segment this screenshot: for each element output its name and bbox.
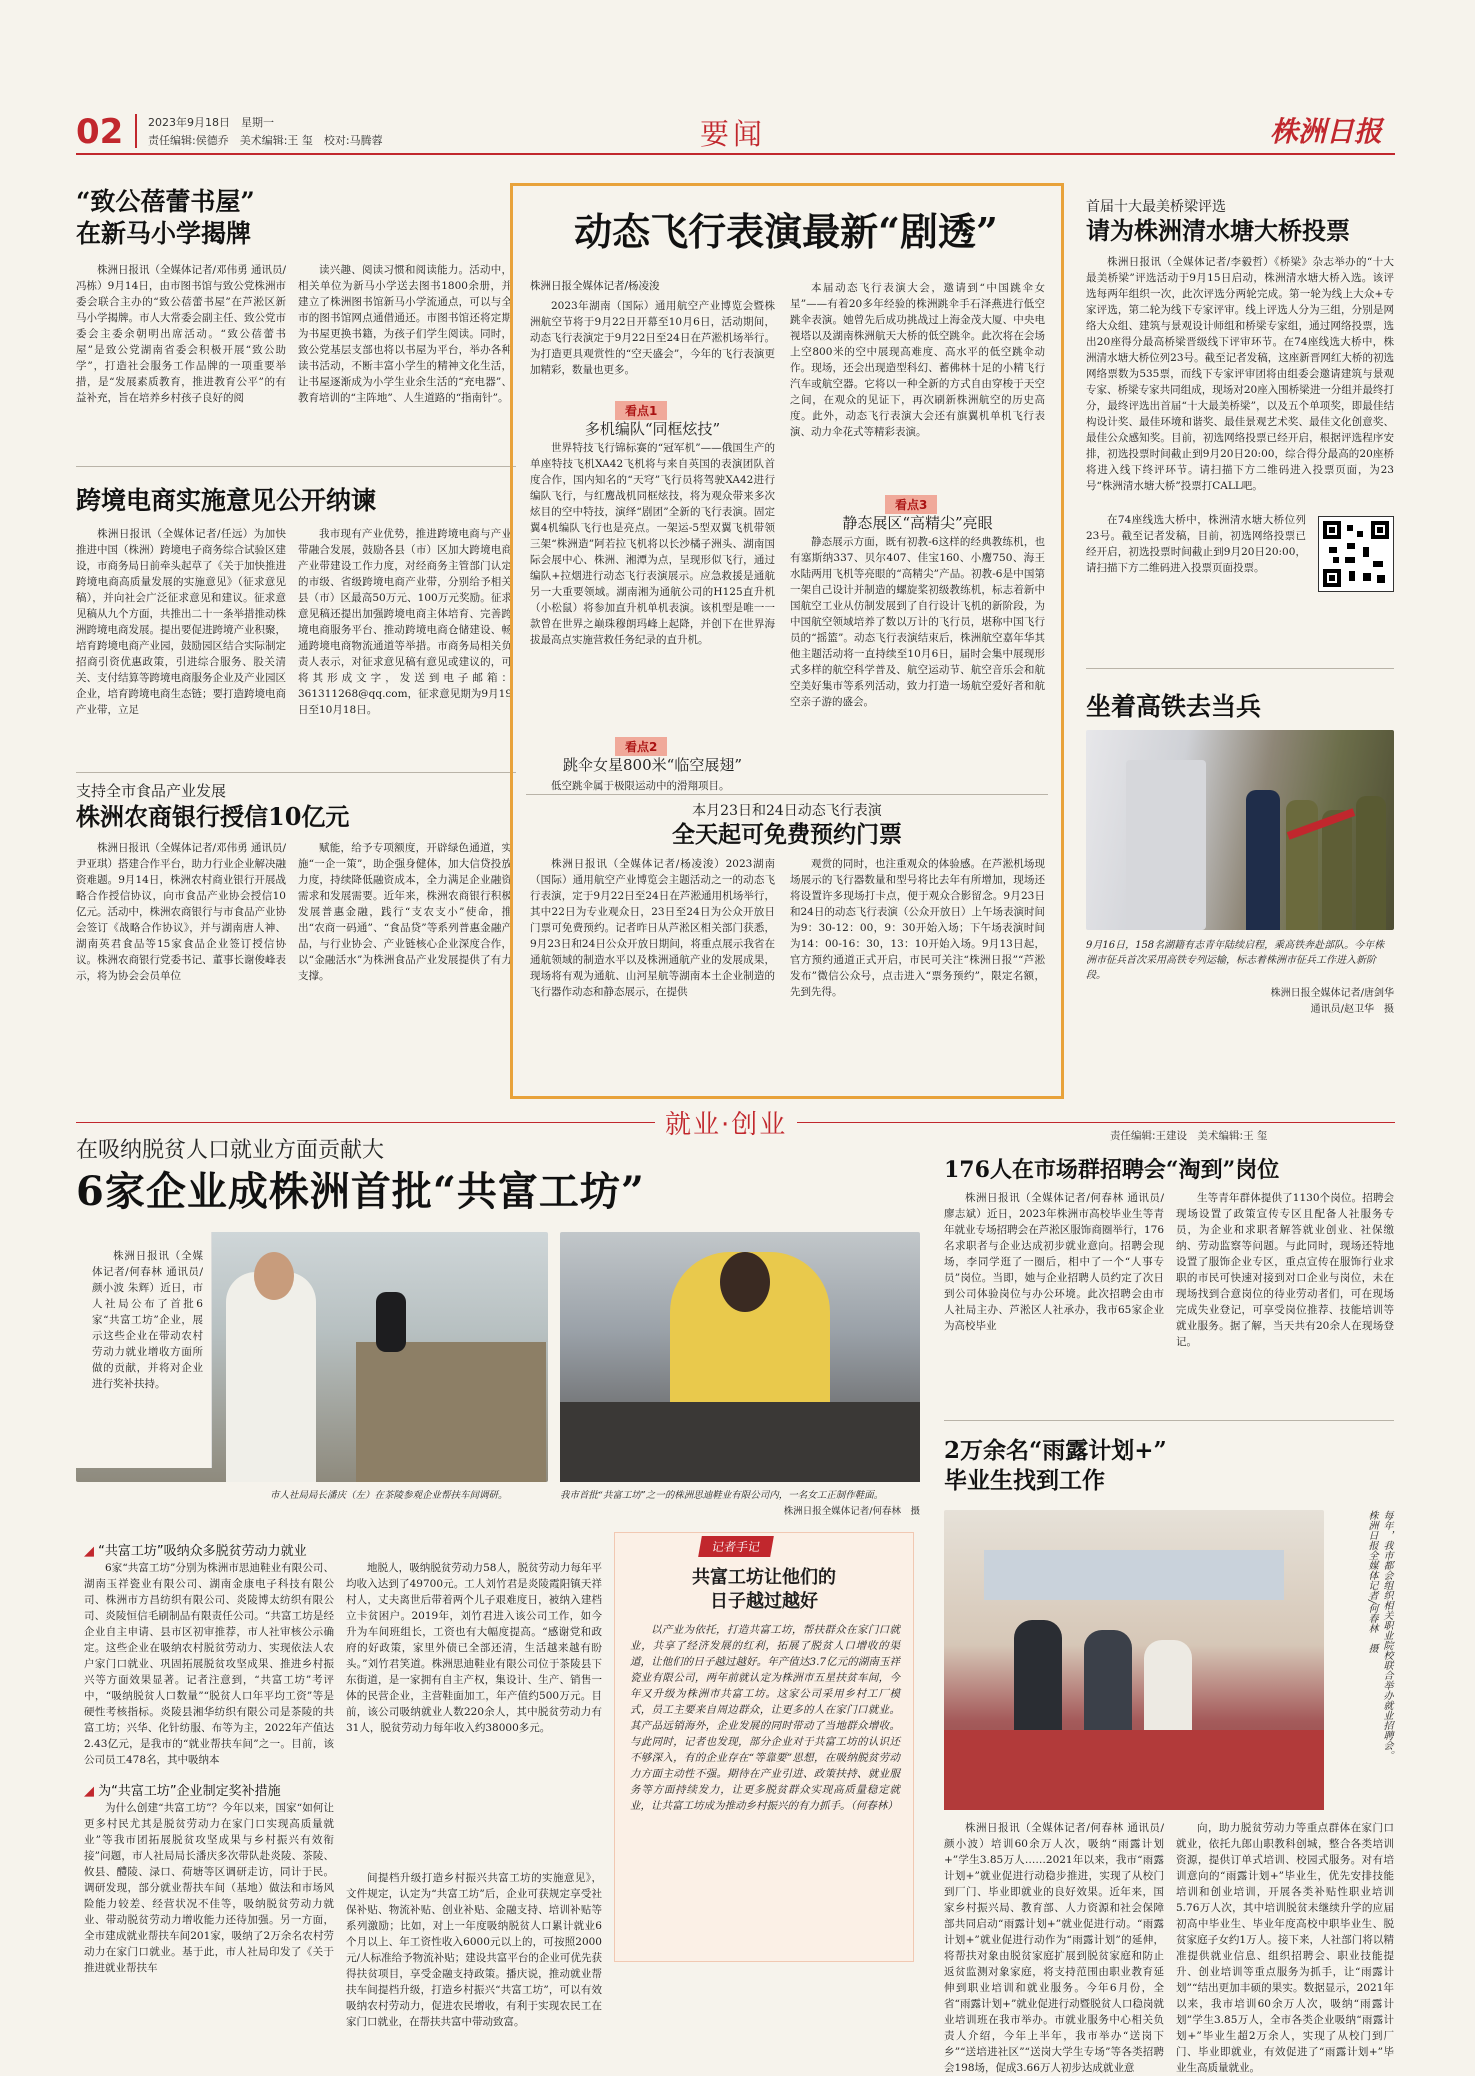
gf-caption-2: 我市首批“共富工坊”之一的株洲思迪鞋业有限公司内，一名女工正制作鞋面。: [560, 1490, 884, 1501]
logo: 株洲日报: [1270, 115, 1383, 148]
rail-photo: [1086, 730, 1394, 930]
rule-a2: [76, 772, 516, 773]
feature-title: 动态飞行表演最新“剧透”: [574, 209, 998, 254]
a3-title: 株洲农商银行授信10亿元: [76, 802, 350, 831]
a1-col2: 读兴趣、阅读习惯和阅读能力。活动中，相关单位为新马小学送去图书1800余册，并建立了株洲图书馆新马小学流通点，可以与全市的图书馆网点通借通还。市图书馆还将定期为书屋更换书籍，为孩子们学生阅读。同时，致公党基层支部也将以书屋为平台，举办各种读书活动，不断丰富小学生的精神文化生活，让书屋逐渐成为小学生业余生活的“充电器”、教育培训的“主阵地”、人生道路的“指南针”。: [298, 264, 512, 404]
feature-byline: 株洲日报全媒体记者/杨凌浚: [530, 280, 660, 292]
rule-jobfair: [944, 1420, 1394, 1421]
yulu-title: 2万余名“雨露计划+” 毕业生找到工作: [944, 1437, 1167, 1494]
gf-kicker: 在吸纳脱贫人口就业方面贡献大: [76, 1138, 385, 1163]
a1-col1: 株洲日报讯（全媒体记者/邓伟勇 通讯员/冯栋）9月14日，由市图书馆与致公党株洲市委会联合主办的“致公蓓蕾书屋”在芦淞区新马小学揭牌。市人大常委会副主任、致公党市委会主委余朝明出席活动。“致公蓓蕾书屋”是致公党湖南省委会积极开展“致公助学”，打造社会服务工作品牌的一项重要举措，是“发展素质教育，推进教育公平”的有益补充，旨在培养乡村孩子良好的阅: [76, 264, 286, 404]
a3-kicker: 支持全市食品产业发展: [76, 782, 227, 800]
gf-caption-1: 市人社局局长潘庆（左）在茶陵参观企业帮扶车间调研。: [270, 1490, 508, 1501]
a2-col1: 株洲日报讯（全媒体记者/任远）为加快推进中国（株洲）跨境电子商务综合试验区建设，市商务局日前牵头起草了《关于加快推进跨境电商高质量发展的实施意见》（征求意见稿），并向社会广泛征求意见和建议。征求意见稿从九个方面，共推出二十一条举措推动株洲跨境电商发展。提出要促进跨境产业积聚，培育跨境电商产业园，鼓励园区结合实际制定招商引资优惠政策，引进综合服务、股关清关、支付结算等跨境电商服务企业及产业园区企业，培育跨境电商生态链；要打造跨境电商产业带，立足: [76, 528, 286, 716]
header-divider-bar: [135, 114, 137, 148]
gf-sub-2: ◢ 为“共富工坊”企业制定奖补措施: [84, 1784, 281, 1799]
qr-code-icon: [1323, 521, 1389, 587]
gf-lead-box: [76, 1232, 212, 1468]
rail-caption: 9月16日，158名湖籍有志青年陆续启程，乘高铁奔赴部队。今年株洲市征兵首次采用高铁专列运输，标志着株洲市征兵工作进入新阶段。: [1086, 940, 1385, 981]
sub-1: 多机编队“同框炫技”: [584, 420, 721, 438]
feature-p3: 静态展示方面，既有初教-6这样的经典教练机，也有塞斯纳337、贝尔407、佳宝160、小鹰750、海王水陆两用飞机等亮眼的“高精尖”产品。初教-6是中国第一架自己设计并制造的螺旋桨初级教练机，标志着新中国航空工业从仿制发展到了自行设计飞机的新阶段，为中国航空领域培养了数以万计的飞行员，堪称中国飞行员的“摇篮”。动态飞行表演结束后，株洲航空嘉年华其他主题活动将一直持续至10月6日，届时会集中展现形式多样的航空科学普及、航空运动节、航空音乐会和航空美好集市等系列活动，致力打造一场航空爱好者和航空亲子游的盛会。: [790, 536, 1045, 708]
note-label: 记者手记: [698, 1536, 774, 1557]
header-date: 2023年9月18日 星期一: [148, 116, 274, 129]
section2-label: 就业·创业: [655, 1104, 797, 1141]
tag-2: 看点2: [615, 736, 667, 756]
rail-credit-1: 株洲日报全媒体记者/唐剑华: [1270, 988, 1394, 999]
bridge-body-more: 在74座线选大桥中，株洲清水塘大桥位列23号。截至记者发稿，目前，初选网络投票已经开启，初选投票时间截止到9月20日20:00，请扫描下方二维码进入投票页面投票。: [1086, 514, 1306, 574]
section2-editors: 责任编辑:王建设 美术编辑:王 玺: [1110, 1130, 1268, 1142]
feature-p1: 世界特技飞行锦标赛的“冠军机”——俄国生产的单座特技飞机XA42飞机将与来自英国的表演团队首度合作，国内知名的“天穹”飞行员将驾驶XA42进行编队飞行，与红鹰战机同框炫技，将为观众带来多次炫目的空中特技，演绎“剧团”全新的飞行表演。固定翼4机编队飞行也是亮点。一架运-5型双翼飞机带领三架“株洲造”阿若拉飞机将以长沙橘子洲头、湖南国际会展中心、株洲、湘潭为点，呈现形似飞行，通过编队+拉烟进行动态飞行表演展示。应急救援是通航另一大重要领域。湖南湘为通航公司的H125直升机（小松鼠）将参加直升机单机表演。该机型是唯一一款曾在世界之巅珠穆朗玛峰上起降，并创下在世界海拔最高点实施营救任务纪录的直升机。: [530, 442, 775, 646]
a2-col2: 我市现有产业优势，推进跨境电商与产业带融合发展，鼓励各县（市）区加大跨境电商产业带建设工作力度，对经商务主管部门认定的市级、省级跨境电商产业带，分别给予相关县（市）区最高50万元、100万元奖励。征求意见稿还提出加强跨境电商主体培育、完善跨境电商服务平台、推动跨境电商仓储建设、畅通跨境电商物流通道等举措。市商务局相关负责人表示，对征求意见稿有意见或建议的，可将其形成文字，发送到电子邮箱：361311268@qq.com，征求意见期为9月19日至10月18日。: [298, 528, 512, 716]
a2-title: 跨境电商实施意见公开纳谏: [76, 486, 377, 515]
feat2-col1: 株洲日报讯（全媒体记者/杨凌浚）2023湖南（国际）通用航空产业博览会主题活动之一的动态飞行表演，定于9月22日至24日在芦淞通用机场举行，其中22日为专业观众日，23日至24日为公众开放日门票可免费预约。记者昨日从芦淞区相关部门获悉，9月23日和24日公众开放日期间，将重点展示我省在通航领域的制造水平以及株洲通航产业的发展成果，现场将有观为通航、山河星航等湖南本土企业制造的飞行器作动态和静态展示，在提供: [530, 858, 775, 998]
gf-photo-2: [560, 1232, 920, 1482]
section-title: 要闻: [700, 117, 767, 151]
rule-a1: [76, 466, 516, 467]
gf-s2-col1: 为什么创建“共富工坊”？今年以来，国家“如何让更多村民尤其是脱贫劳动力在家门口实现高质量就业”等我市团拓展脱贫攻坚成果与乡村振兴有效衔接”问题，市人社局局长潘庆多次带队赴炎陵、茶陵、攸县、醴陵、渌口、荷塘等区调研走访，同计于民。调研发现，部分就业帮扶车间（基地）做法和市场风险能力较差、经营状况不佳等，吸纳脱贫劳动力就业、带动脱贫劳动力增收能力还待加强。另一方面，全市建成就业帮扶车间201家，吸纳了2万余名农村劳动力在家门口就业。基于此，市人社局印发了《关于推进就业帮扶车: [84, 1802, 334, 1974]
note-body: 以产业为依托，打造共富工坊，帮扶群众在家门口就业，共享了经济发展的红利，拓展了脱贫人口增收的渠道，让他们的日子越过越好。年产值达3.7亿元的湖南玉祥瓷业有限公司，两年前就认定为株洲市五星扶贫车间，今年又升级为株洲市共富工坊。这家公司采用乡村工厂模式，员工主要来自周边群众，让更多的人在家门口就业。其产品远销海外，企业发展的同时带动了当地群众增收。与此同时，记者也发现，部分企业对于共富工坊的认识还不够深入，有的企业存在“等靠要”思想，在吸纳脱贫劳动力方面主动性不强。期待在产业引进、政策扶持、就业服务等方面持续发力，让更多脱贫群众实现高质量稳定就业，让共富工坊成为推动乡村振兴的有力抓手。（何春林）: [630, 1624, 900, 1812]
jobfair-title: 176人在市场群招聘会“淘到”岗位: [944, 1157, 1280, 1183]
gf-s1-col1: 6家“共富工坊”分别为株洲市思迪鞋业有限公司、湖南玉祥瓷业有限公司、湖南金康电子科技有限公司、株洲市方昌纺织有限公司、炎陵博太纺织有限公司、炎陵恒信毛刷制品有限责任公司。“共富工坊是经企业自主申请、县市区初审推荐，市人社审核公示确定。这些企业在吸纳农村脱贫劳动力、实现依法人农户家门口就业、巩固拓展脱贫攻坚成果、推进乡村振兴等方面效果显著。记者注意到，“共富工坊”考评中，“吸纳脱贫人口数量”“脱贫人口年平均工资”等是硬性考核指标。炎陵县湘华纺织有限公司是茶陵的共富工坊；兴华、化针纺服、布等为主，2022年产值达2.43亿元，是我市的“就业帮扶车间”之一。目前，该公司员工478名，其中吸纳本: [84, 1562, 334, 1766]
feature-inner-rule: [526, 794, 1048, 795]
gf-s2-col2: 间提档升级打造乡村振兴共富工坊的实施意见》，文件规定，认定为“共富工坊”后，企业可获规定享受社保补贴、物流补贴、创业补贴、金融支持、培训补贴等系列激励；比如，对上一年度吸纳脱贫人口累计就业6个月以上、年工资性收入6000元以上的，可按照2000元/人标准给予物流补贴；建设共富平台的企业可优先获得扶贫项目，享受金融支持政策。播庆说，推动就业帮扶车间提档升级，打造乡村振兴“共富工坊”，可以有效吸纳农村劳动力，促进农民增收，有利于实现农民工在家门口就业，在帮扶共富中带动致富。: [346, 1872, 602, 2028]
tag-1: 看点1: [615, 400, 667, 420]
rail-title: 坐着高铁去当兵: [1086, 692, 1262, 721]
bridge-title: 请为株洲清水塘大桥投票: [1086, 216, 1350, 245]
qr-code[interactable]: [1318, 516, 1394, 592]
note-title: 共富工坊让他们的 日子越过越好: [692, 1567, 836, 1612]
tag-3: 看点3: [885, 494, 937, 514]
rail-credit-2: 通讯员/赵卫华 摄: [1310, 1004, 1394, 1015]
gf-sub-1: ◢ “共富工坊”吸纳众多脱贫劳动力就业: [84, 1544, 307, 1559]
gf-lead: 株洲日报讯（全媒体记者/何春林 通讯员/颜小波 朱辉）近日，市人社局公布了首批6家“共富工坊”企业，展示这些企业在带动农村劳动力就业增收方面所做的贡献，并将对企业进行奖补扶持。: [92, 1250, 203, 1390]
a3-col2: 赋能，给予专项额度，开辟绿色通道，实施“一企一策”，助企强身健体，加大信贷投放力度，持续降低融资成本，全力满足企业融资需求和发展需要。近年来，株洲农商银行积极发展普惠金融，践行“支农支小”使命，推出“农商一码通”、“食品贷”等系列普惠金融产品，与行业协会、产业链核心企业深度合作，以“金融活水”为株洲食品产业发展提供了有力支撑。: [298, 842, 512, 982]
sub-3: 静态展区“高精尖”亮眼: [842, 514, 993, 532]
a1-title: “致公蓓蕾书屋” 在新马小学揭牌: [76, 187, 255, 248]
header-rule: [76, 153, 1395, 155]
sub-2: 跳伞女星800米“临空展翅”: [563, 756, 742, 774]
feature-p2: 低空跳伞属于极限运动中的滑翔项目。: [551, 780, 730, 792]
header-editors: 责任编辑:侯德乔 美术编辑:王 玺 校对:马腾蓉: [148, 134, 383, 147]
bridge-kicker: 首届十大最美桥梁评选: [1086, 199, 1226, 215]
yulu-photo: [944, 1510, 1324, 1810]
feat2-title: 全天起可免费预约门票: [672, 821, 902, 848]
gf-s1-col2: 地脱人，吸纳脱贫劳动力58人，脱贫劳动力每年平均收入达到了49700元。工人刘竹君是炎陵霞阳镇天祥村人，丈夫离世后带着两个儿子艰难度日，被纳入建档立卡贫困户。2019年，刘竹君进入该公司工作，如今升为车间班组长，工资也有大幅度提高。“感谢党和政府的好政策，家里外债已全部还清，生活越来越有盼头。”刘竹君笑道。株洲思迪鞋业有限公司位于茶陵县下东街道，是一家拥有自主产权，集设计、生产、销售一体的民营企业，主营鞋面加工，年产值约500万元。目前，该公司吸纳就业人数220余人，其中脱贫劳动力有31人，脱贫劳动力每年收入约38000多元。: [346, 1562, 602, 1734]
rule-bridge: [1086, 668, 1394, 669]
gf-title: 6家企业成株洲首批“共富工坊”: [76, 1168, 645, 1215]
jobfair-col1: 株洲日报讯（全媒体记者/何春林 通讯员/廖志斌）近日，2023年株洲市高校毕业生等青年就业专场招聘会在芦淞区服饰商圈举行，176名求职者与企业达成初步就业意向。招聘会现场，李同学逛了一圈后，相中了一个“人事专员”岗位。当即，她与企业招聘人员约定了次日到公司体验岗位与办公环境。此次招聘会由市人社局主办、芦淞区人社承办，我市65家企业为高校毕业: [944, 1192, 1164, 1332]
gf-caption-credit: 株洲日报全媒体记者/何春林 摄: [783, 1506, 920, 1517]
yulu-col2: 向，助力脱贫劳动力等重点群体在家门口就业，依托九郎山职教科创城，整合各类培训资源，提供订单式培训、校园式服务。对有培训意向的“雨露计划+”毕业生，优先安排技能培训和创业培训，开展各类补贴性职业培训5.76万人次，其中培训脱贫未继续升学的应届初高中毕业生、毕业年度高校中职毕业生、脱贫家庭子女约1万人。接下来，人社部门将以精准提供就业信息、组织招聘会、职业技能提升、创业培训等重点服务为抓手，让“雨露计划”“结出更加丰硕的果实。数据显示，2021年以来，我市培训60余万人次，吸纳“雨露计划”学生3.85万人，全市各类企业吸纳“雨露计划+”毕业生超2万余人，实现了从校门到厂门、毕业即就业，有效促进了“雨露计划+”毕业生高质量就业。: [1176, 1822, 1394, 2074]
yulu-side-caption: 每年，我市都会组织相关职业院校联合举办就业招聘会。 株洲日报全媒体记者/何春林 摄: [1366, 1510, 1392, 1760]
bridge-body: 株洲日报讯（全媒体记者/李毅哲）《桥梁》杂志举办的“十大最美桥梁”评选活动于9月15日启动，株洲清水塘大桥入选。该评选每两年组织一次，此次评选分两轮完成。第一轮为线上大众+专家评选，第二轮为线下专家评审。线上评选人分为三组，分别是网络大众组、建筑与景观设计师组和桥梁专家组，通过网络投票，选出20座得分最高桥梁晋级线下评审环节。在74座线选大桥中，株洲清水塘大桥位列23号。截至记者发稿，这座新晋网红大桥的初选网络票数为535票，而线下专家评审团将由组委会邀请建筑与景观专家、桥梁专家共同组成，现场对20座入围桥梁进一分组并最终打分，最终评选出首届“十大最美桥梁”，以及五个单项奖，即最佳结构设计奖、最佳环境和谐奖、最佳景观艺术奖、最佳文化创意奖、最佳公众感知奖。目前，初选网络投票已经开启，根据评选程序安排，初选投票时间截止到9月20日20:00，综合得分最高的20座桥将进入线下终评环节。请扫描下方二维码进入投票页面，为23号“株洲清水塘大桥”投票打CALL吧。: [1086, 256, 1394, 492]
feature-col2: 本届动态飞行表演大会，邀请到“中国跳伞女星”——有着20多年经验的株洲跳伞手石泽燕进行低空跳伞表演。她曾先后成功挑战过上海金茂大厦、中央电视塔以及湖南株洲航天大桥的低空跳伞。此次将在会场上空800米的空中展现高难度、高水平的低空跳伞动作。现场，还会出现造型科幻、蓄佛林十足的小精飞行汽车或航空器。它将以一种全新的方式自由穿梭于天空之间，在观众的见证下，再次刷新株洲航空的历史高度。此外，动态飞行表演大会还有旗翼机单机飞行表演、动力伞花式等精彩表演。: [790, 282, 1045, 438]
jobfair-col2: 生等青年群体提供了1130个岗位。招聘会现场设置了政策宣传专区且配备人社服务专员，为企业和求职者解答就业创业、社保缴纳、劳动监察等问题。与此同时，现场还特地设置了服饰企业专区，重点宣传在服饰行业求职的市民可快速对接到对口企业与岗位，未在现场找到合意岗位的待业劳动者们，可在现场完成失业登记，可享受岗位推荐、技能培训等就业服务。据了解，当天共有20余人在现场登记。: [1176, 1192, 1394, 1348]
a3-col1: 株洲日报讯（全媒体记者/邓伟勇 通讯员/尹亚琪）搭建合作平台，助力行业企业解决融资难题。9月14日，株洲农村商业银行开展战略合作授信协议，向市食品产业协会授信10亿元。活动中，株洲农商银行与市食品产业协会签订《战略合作协议》，并与湖南唐人神、湖南英君食品等15家食品企业签订授信协议。株洲农商银行党委书记、董事长谢俊峰表示，将为协会会员单位: [76, 842, 286, 982]
feat2-col2: 观赏的同时，也注重观众的体验感。在芦淞机场现场展示的飞行器数量和型号将比去年有所增加，现场还将设置许多现场打卡点，便于观众合影留念。9月23日和24日的动态飞行表演（公众开放日）上午场表演时间为9：30-12：00，9：30开始入场；下午场表演时间为14：00-16：30，13：10开始入场。9月13日起，官方预约通道正式开启，市民可关注“株洲日报”“芦淞发布”微信公众号，点击进入“票务预约”，限定名额，先到先得。: [790, 858, 1045, 998]
page-number: 02: [76, 112, 124, 152]
yulu-col1: 株洲日报讯（全媒体记者/何春林 通讯员/颜小波）培训60余万人次，吸纳“雨露计划+”学生3.85万人……2021年以来，我市“雨露计划+”就业促进行动稳步推进，实现了从校门到厂门、毕业即就业的良好效果。近年来，国家乡村振兴局、教育部、人力资源和社会保障部共同启动“雨露计划+”就业促进行动。“雨露计划+”就业促进行动作为“雨露计划”的延伸，将帮扶对象由脱贫家庭扩展到脱贫家庭和防止返贫监测对象家庭，将支持范围由职业教育延伸到职业培训和就业服务。今年6月份，全省“雨露计划+”就业促进行动暨脱贫人口稳岗就业培训班在我市举办。市就业服务中心相关负责人介绍，今年上半年，我市举办“送岗下乡”“送培进社区”“送岗大学生专场”等各类招聘会198场，促成3.66万人初步达成就业意: [944, 1822, 1164, 2074]
feature-intro: 2023年湖南（国际）通用航空产业博览会暨株洲航空节将于9月22日开幕至10月6日，活动期间，动态飞行表演定于9月22日至24日在芦淞机场举行。为打造更具观赏性的“空天盛会”，今年的飞行表演更加精彩，数量也更多。: [530, 300, 775, 376]
feat2-kicker: 本月23日和24日动态飞行表演: [692, 803, 882, 819]
